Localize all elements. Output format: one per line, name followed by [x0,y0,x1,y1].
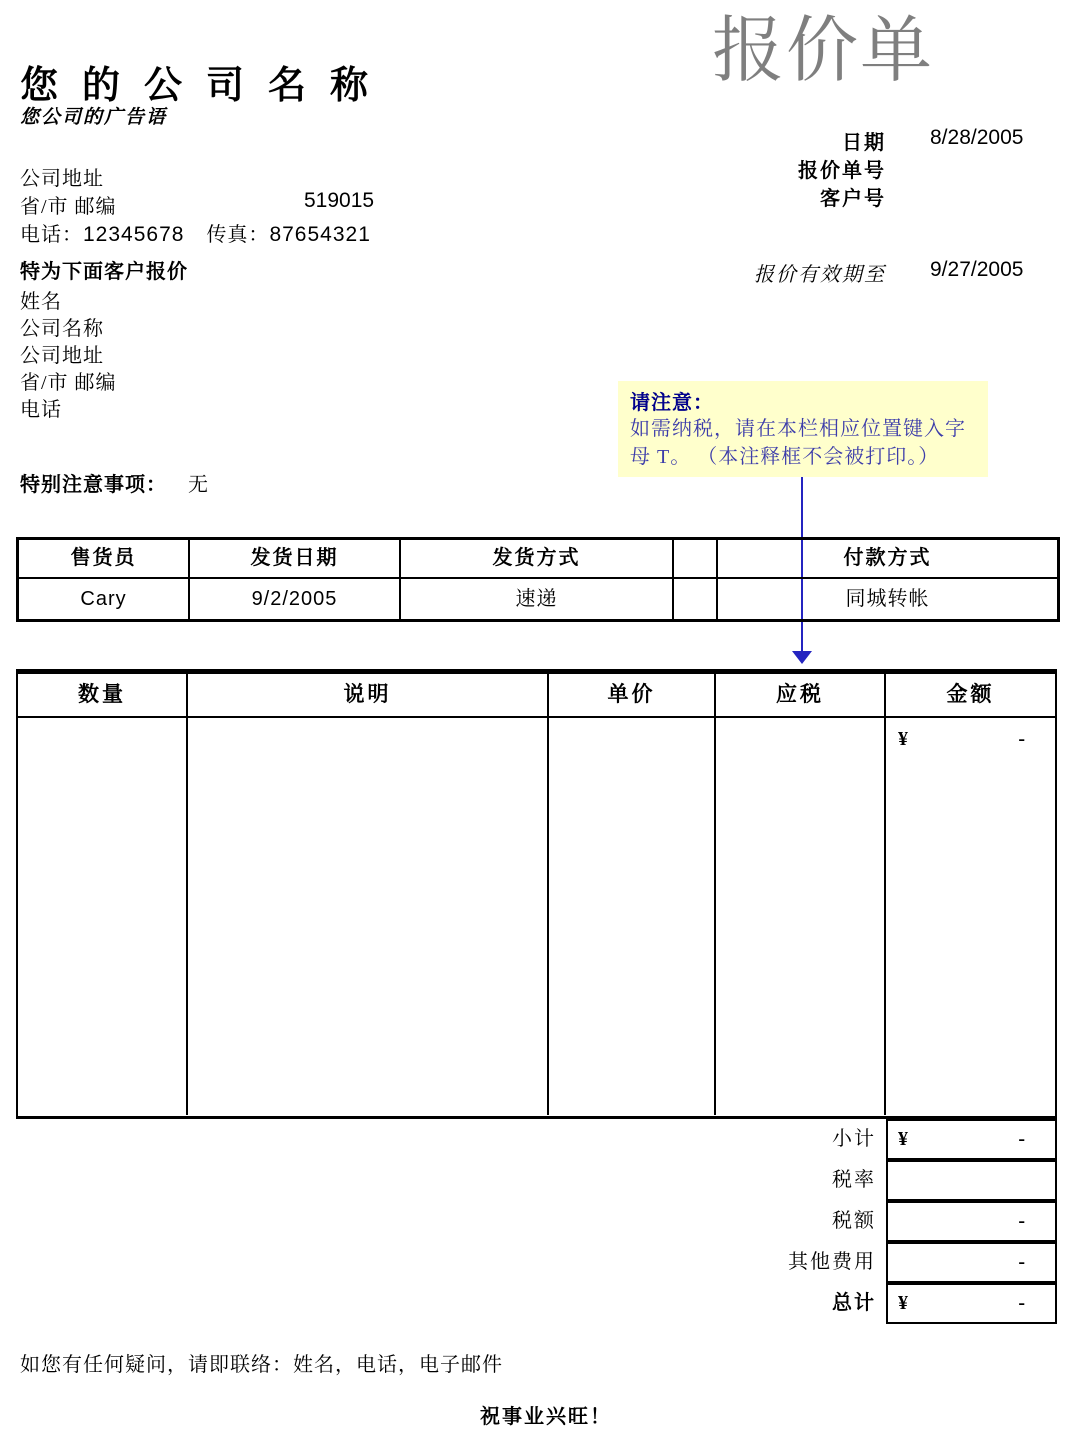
salesperson-header: 售货员 [19,540,190,579]
grand-total-label: 总计 [832,1292,876,1314]
spacer-value [674,579,718,619]
spacer-header [674,540,718,579]
tax-note-box [618,381,988,477]
tax-rate-label: 税率 [832,1169,876,1191]
tax-amount-label: 税额 [832,1210,876,1232]
customer-number-label: 客户号 [820,188,886,210]
items-table-header-row [18,674,1055,718]
note-arrow-head-icon [792,651,812,664]
shipping-table [16,537,1060,622]
subtotal-currency: ¥ [898,1128,908,1150]
taxable-header: 应税 [716,674,886,718]
ship-method-header: 发货方式 [401,540,674,579]
company-name: 您的公司名称 [20,65,393,107]
phone-value: 12345678 [83,223,185,246]
amount-cell[interactable] [886,718,1055,1115]
customer-address-line: 公司地址 [20,345,104,367]
description-header: 说明 [188,674,549,718]
special-note-label: 特别注意事项： [20,474,167,496]
grand-total-value-box[interactable] [886,1283,1057,1324]
customer-company-line: 公司名称 [20,318,104,340]
items-table-body [18,718,1055,1115]
payment-method-header: 付款方式 [718,540,1057,579]
footer-closing: 祝事业兴旺！ [480,1406,612,1428]
customer-phone-line: 电话 [20,399,62,421]
unit-price-cell[interactable] [549,718,716,1115]
other-fees-label: 其他费用 [788,1251,876,1273]
tax-amount-value: - [1018,1210,1025,1232]
customer-name-line: 姓名 [20,291,62,313]
quantity-cell[interactable] [18,718,188,1115]
shipping-table-header-row [19,540,1057,579]
ship-method-value: 速递 [401,579,674,619]
valid-until-label: 报价有效期至 [754,264,886,286]
grand-total-currency: ¥ [898,1292,908,1314]
subtotal-value-box[interactable] [886,1119,1057,1160]
quote-number-label: 报价单号 [798,160,886,182]
company-slogan: 您公司的广告语 [20,107,168,128]
phone-label: 电话： [20,224,83,246]
customer-section-title: 特为下面客户报价 [20,261,188,283]
fax-value: 87654321 [269,223,371,246]
tax-note-line1: 如需纳税，请在本栏相应位置键入字 [630,418,966,440]
grand-total-value: - [1018,1292,1025,1314]
quantity-header: 数量 [18,674,188,718]
items-table [16,669,1057,1119]
amount-placeholder-dash: - [1018,728,1025,750]
unit-price-header: 单价 [549,674,716,718]
other-fees-value: - [1018,1251,1025,1273]
currency-symbol: ¥ [898,728,908,750]
company-phone-fax-line [20,218,371,247]
date-value: 8/28/2005 [930,126,1024,149]
subtotal-label: 小计 [832,1128,876,1150]
other-fees-value-box[interactable] [886,1242,1057,1283]
ship-date-header: 发货日期 [190,540,401,579]
ship-date-value: 9/2/2005 [190,579,401,619]
tax-rate-value-box[interactable] [886,1160,1057,1201]
footer-contact-line: 如您有任何疑问，请即联络：姓名，电话，电子邮件 [20,1354,503,1376]
tax-note-line2: 母 T。 （本注释框不会被打印。） [630,446,940,468]
salesperson-value: Cary [19,579,190,619]
date-label: 日期 [842,132,886,154]
document-title: 报价单 [712,11,935,91]
payment-method-value: 同城转帐 [845,588,930,610]
fax-label: 传真： [206,224,270,246]
taxable-cell[interactable] [716,718,886,1115]
company-zip-value: 519015 [304,189,375,212]
amount-header: 金额 [886,674,1055,718]
shipping-table-data-row [19,579,1057,619]
company-city-zip-label: 省/市 邮编 [20,196,117,218]
customer-city-zip-line: 省/市 邮编 [20,372,117,394]
valid-until-value: 9/27/2005 [930,258,1024,281]
subtotal-value: - [1018,1128,1025,1150]
special-note-value: 无 [188,474,209,496]
description-cell[interactable] [188,718,549,1115]
company-address: 公司地址 [20,168,104,190]
tax-note-title: 请注意： [630,392,714,414]
tax-amount-value-box[interactable] [886,1201,1057,1242]
